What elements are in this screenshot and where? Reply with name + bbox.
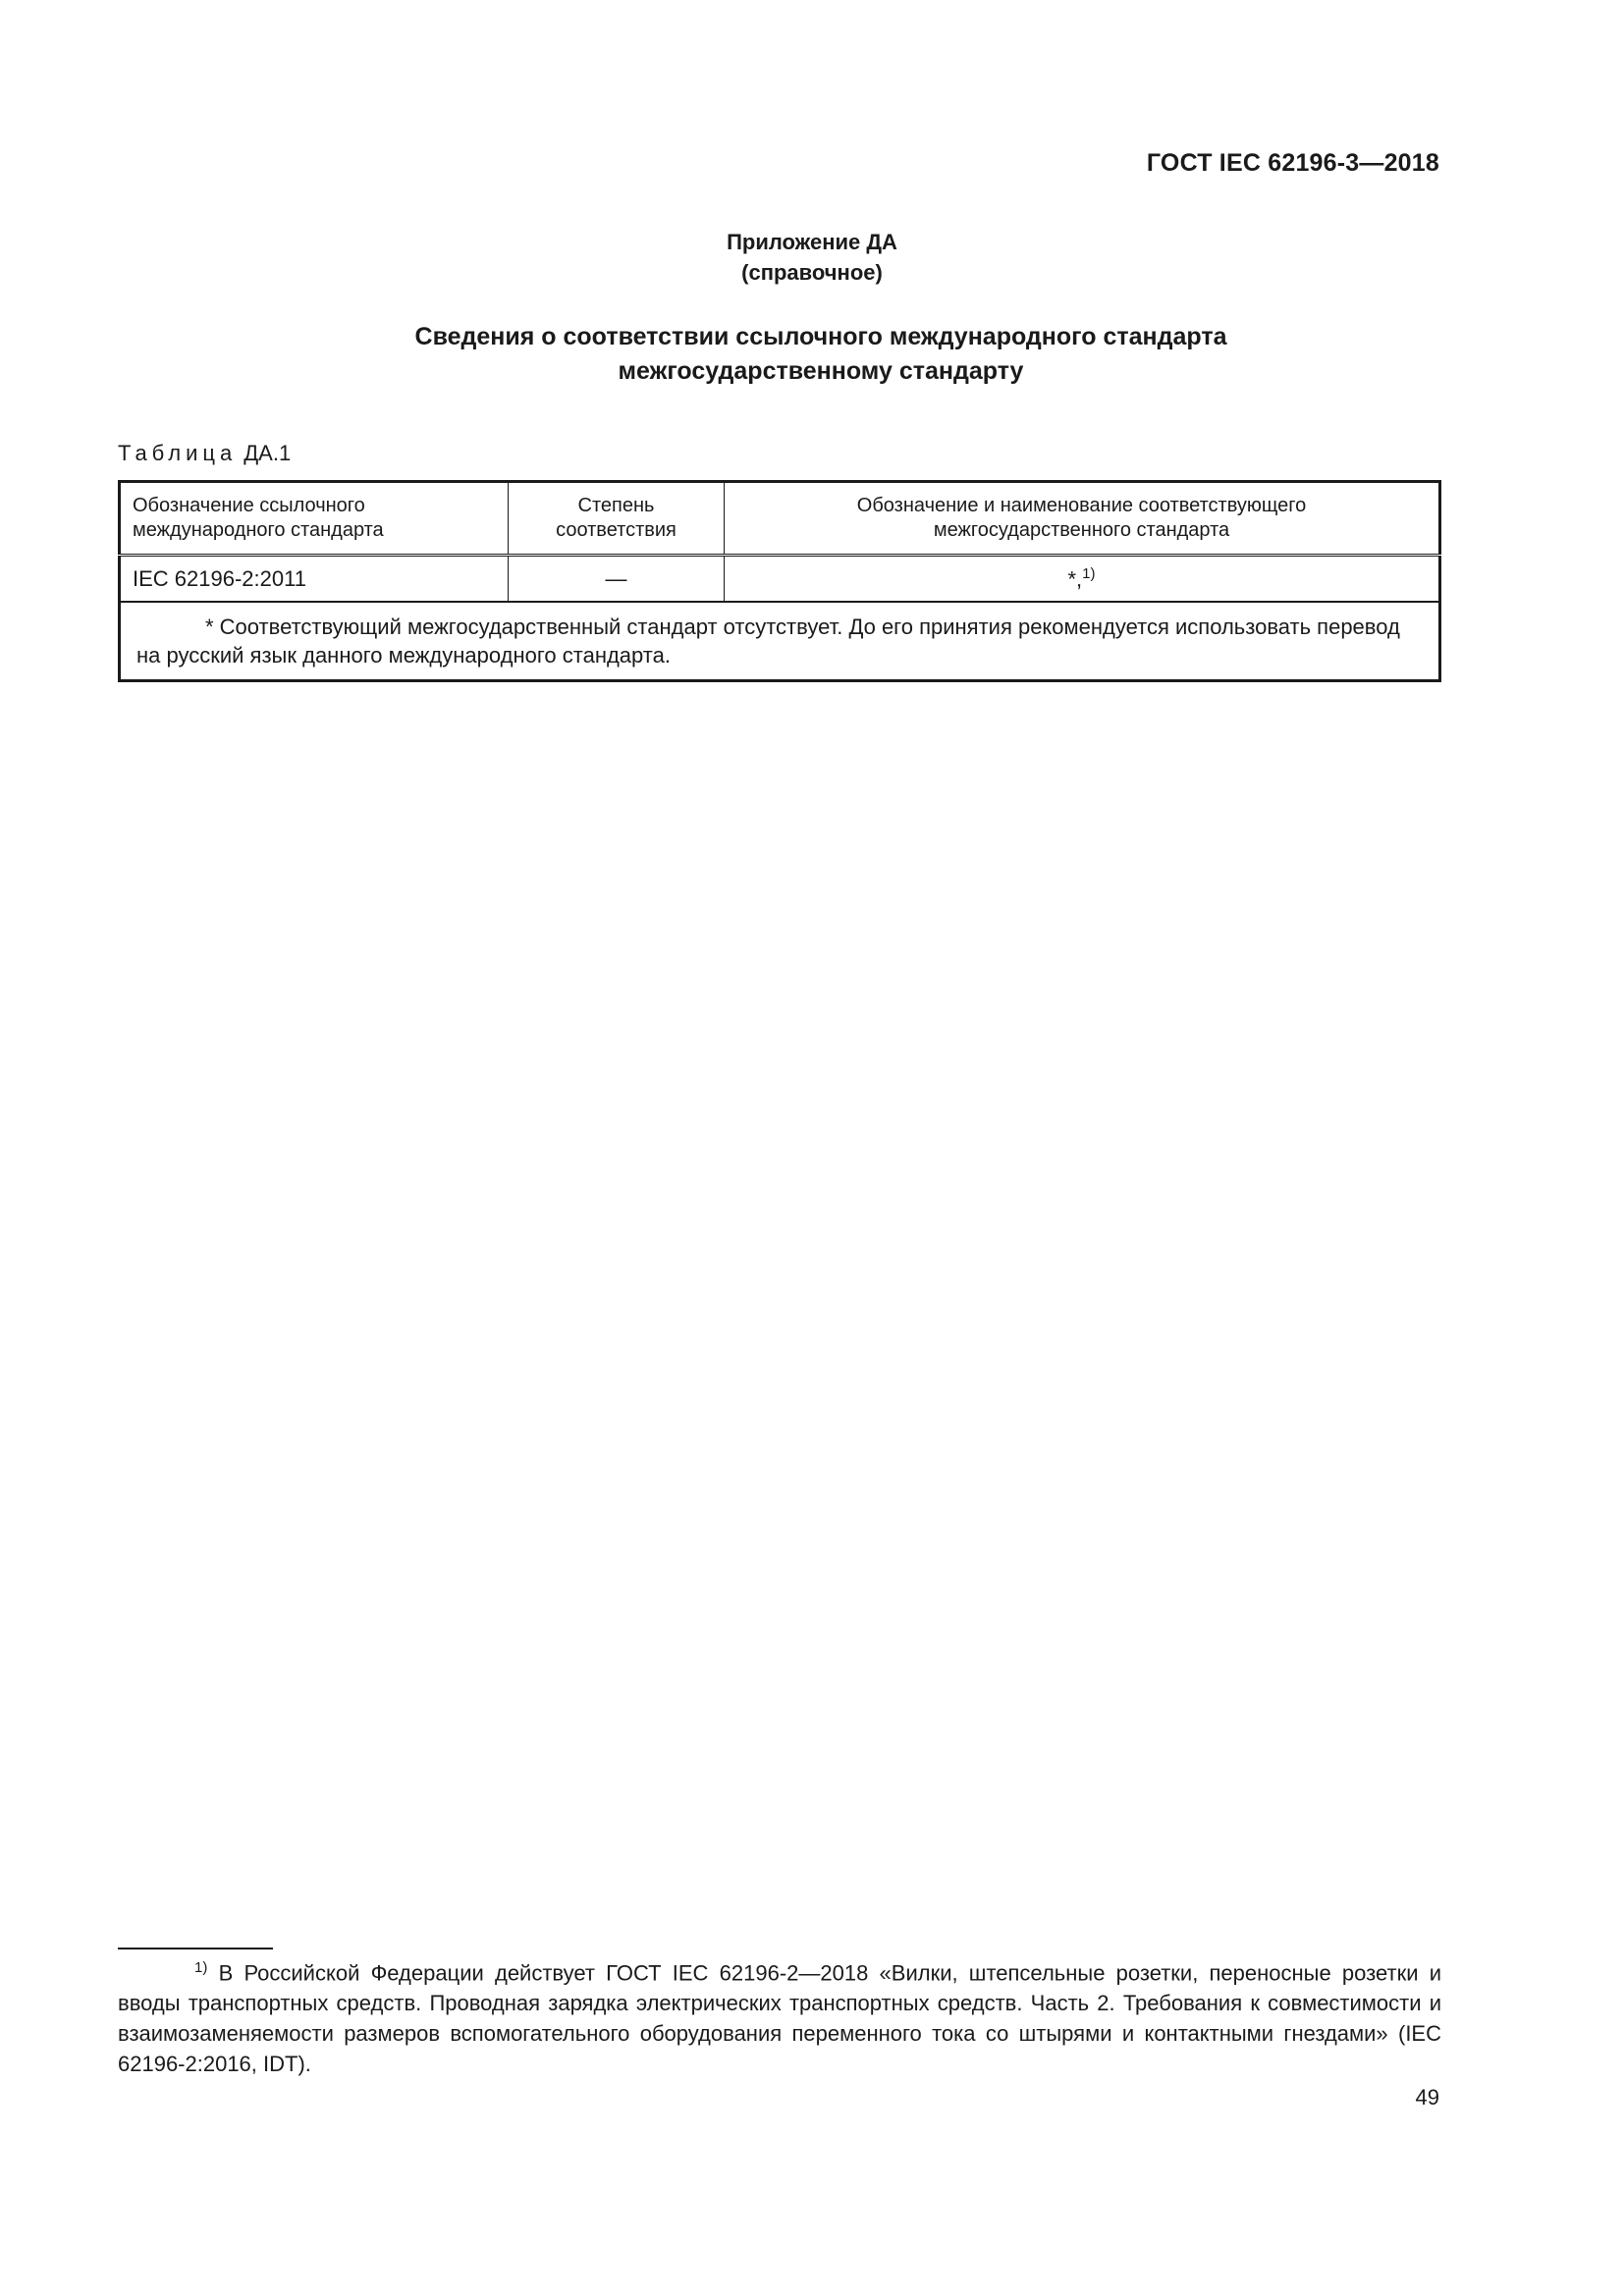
table-note-row [120,602,1440,681]
column-header-reference-line-2: международного стандарта [133,519,384,541]
column-header-degree-line-1: Степень [577,495,655,516]
footnote-body [118,1952,1441,2079]
column-header-designation [725,482,1440,556]
section-title [0,320,1624,389]
footnote-text: В Российской Федерации действует ГОСТ IEC 62196-2—2018 «Вилки, штепсельные розетки, переносные розетки и вводы транспортных средств. Проводная зарядка электрических транспортных средств. Часть 2. Требования к совместимости и взаимозаменяемости размеров вспомогательного оборудования переменного тока со штырями и контактными гнездами» (IEC 62196-2:2016, IDT). [118,1960,1441,2077]
cell-designation [725,556,1440,603]
footnote [118,1952,1441,2079]
column-header-degree-line-2: соответствия [556,519,677,541]
table-note-text: * Соответствующий межгосударственный стандарт отсутствует. До его принятия рекомендуется использовать перевод на русский язык данного международного стандарта. [136,614,1400,667]
document-code: ГОСТ IEC 62196-3—2018 [1146,149,1439,177]
table-caption-number: ДА.1 [244,441,292,465]
table-caption-prefix: Таблица [118,441,238,465]
column-header-designation-line-2: межгосударственного стандарта [933,519,1230,541]
appendix-subtitle: (справочное) [741,260,883,285]
appendix-heading [0,227,1624,288]
table-caption [118,441,291,466]
cell-degree: — [509,556,725,603]
appendix-title: Приложение ДА [727,230,897,254]
cell-designation-value: *, [1067,566,1083,592]
section-title-line-2: межгосударственному стандарту [618,357,1024,385]
footnote-marker: 1) [194,1959,208,1976]
page-number: 49 [1415,2085,1439,2109]
footnote-separator [118,1948,273,1949]
column-header-designation-line-1: Обозначение и наименование соответствующего [856,495,1307,516]
section-title-line-1: Сведения о соответствии ссылочного международного стандарта [414,323,1227,350]
cell-reference: IEC 62196-2:2011 [120,556,509,603]
column-header-reference-line-1: Обозначение ссылочного [133,495,365,516]
footnote-reference-1: 1) [1082,564,1096,582]
table-header-row [120,482,1440,556]
table-row [120,556,1440,603]
table-note [120,602,1440,681]
column-header-reference [120,482,509,556]
correspondence-table [118,480,1441,682]
column-header-degree [509,482,725,556]
